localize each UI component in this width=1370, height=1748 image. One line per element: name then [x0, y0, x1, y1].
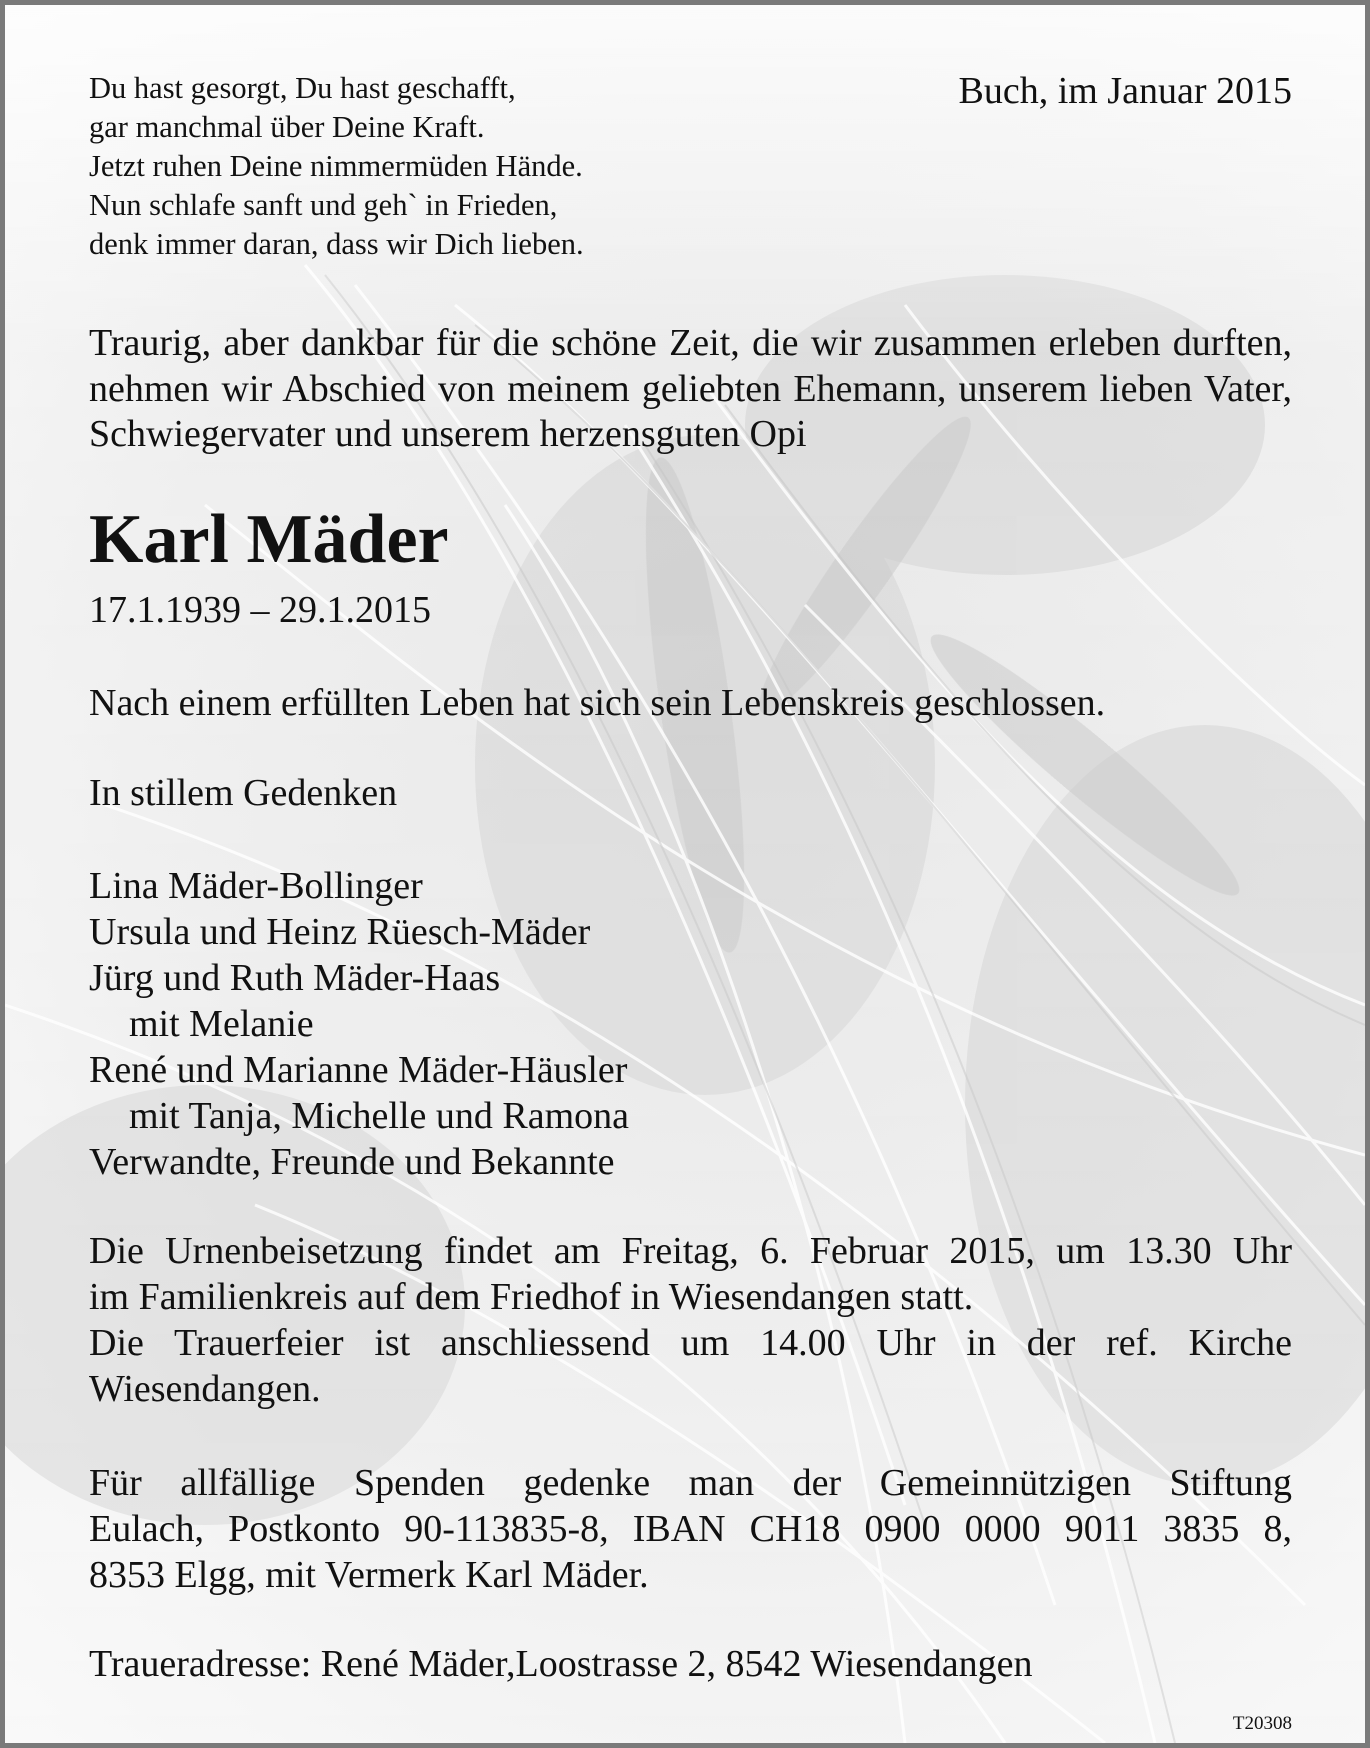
poem-line: Nun schlafe sanft und geh` in Frieden,	[89, 188, 558, 222]
mourner: Lina Mäder-Bollinger	[89, 865, 423, 907]
mourner: mit Melanie	[129, 1003, 314, 1045]
place-date: Buch, im Januar 2015	[958, 70, 1292, 112]
ceremony-info	[89, 1228, 1292, 1412]
mourning-address: Traueradresse: René Mäder,Loostrasse 2, 8542 Wiesendangen	[89, 1643, 1033, 1685]
ceremony-line: im Familienkreis auf dem Friedhof in Wiesendangen statt.	[89, 1276, 974, 1318]
mourner: René und Marianne Mäder-Häusler	[89, 1049, 628, 1091]
in-memory-heading: In stillem Gedenken	[89, 772, 398, 814]
donation-info	[89, 1460, 1292, 1598]
poem-line: denk immer daran, dass wir Dich lieben.	[89, 227, 584, 261]
donation-line: Für allfällige Spenden gedenke man der Gemeinnützigen Stiftung	[89, 1462, 1292, 1504]
notice-content	[89, 5, 1292, 1743]
donation-line: 8353 Elgg, mit Vermerk Karl Mäder.	[89, 1554, 649, 1596]
closing-sentence: Nach einem erfüllten Leben hat sich sein Lebenskreis geschlossen.	[89, 682, 1106, 724]
mourner: mit Tanja, Michelle und Ramona	[129, 1095, 630, 1137]
mourner: Verwandte, Freunde und Bekannte	[89, 1141, 615, 1183]
poem-line: Jetzt ruhen Deine nimmermüden Hände.	[89, 149, 583, 183]
ceremony-line: Die Trauerfeier ist anschliessend um 14.00 Uhr in der ref. Kirche	[89, 1322, 1292, 1364]
deceased-name: Karl Mäder	[89, 501, 449, 578]
mourners-list	[89, 863, 629, 1185]
ceremony-line: Die Urnenbeisetzung findet am Freitag, 6. Februar 2015, um 13.30 Uhr	[89, 1230, 1292, 1272]
mourner: Ursula und Heinz Rüesch-Mäder	[89, 911, 591, 953]
poem-line: Du hast gesorgt, Du hast geschafft,	[89, 71, 516, 105]
ceremony-line: Wiesendangen.	[89, 1368, 321, 1410]
life-dates: 17.1.1939 – 29.1.2015	[89, 589, 431, 631]
donation-line: Eulach, Postkonto 90-113835-8, IBAN CH18 0900 0000 9011 3835 8,	[89, 1508, 1292, 1550]
mourner: Jürg und Ruth Mäder-Haas	[89, 957, 501, 999]
poem-line: gar manchmal über Deine Kraft.	[89, 110, 485, 144]
reference-code: T20308	[1232, 1713, 1292, 1734]
poem	[89, 69, 729, 264]
intro-paragraph: Traurig, aber dankbar für die schöne Zeit, die wir zusammen erleben durften, nehmen wir Abschied von meinem geliebten Ehemann, unserem lieben Vater, Schwiegervater und unserem herzensguten Opi	[89, 322, 1292, 455]
